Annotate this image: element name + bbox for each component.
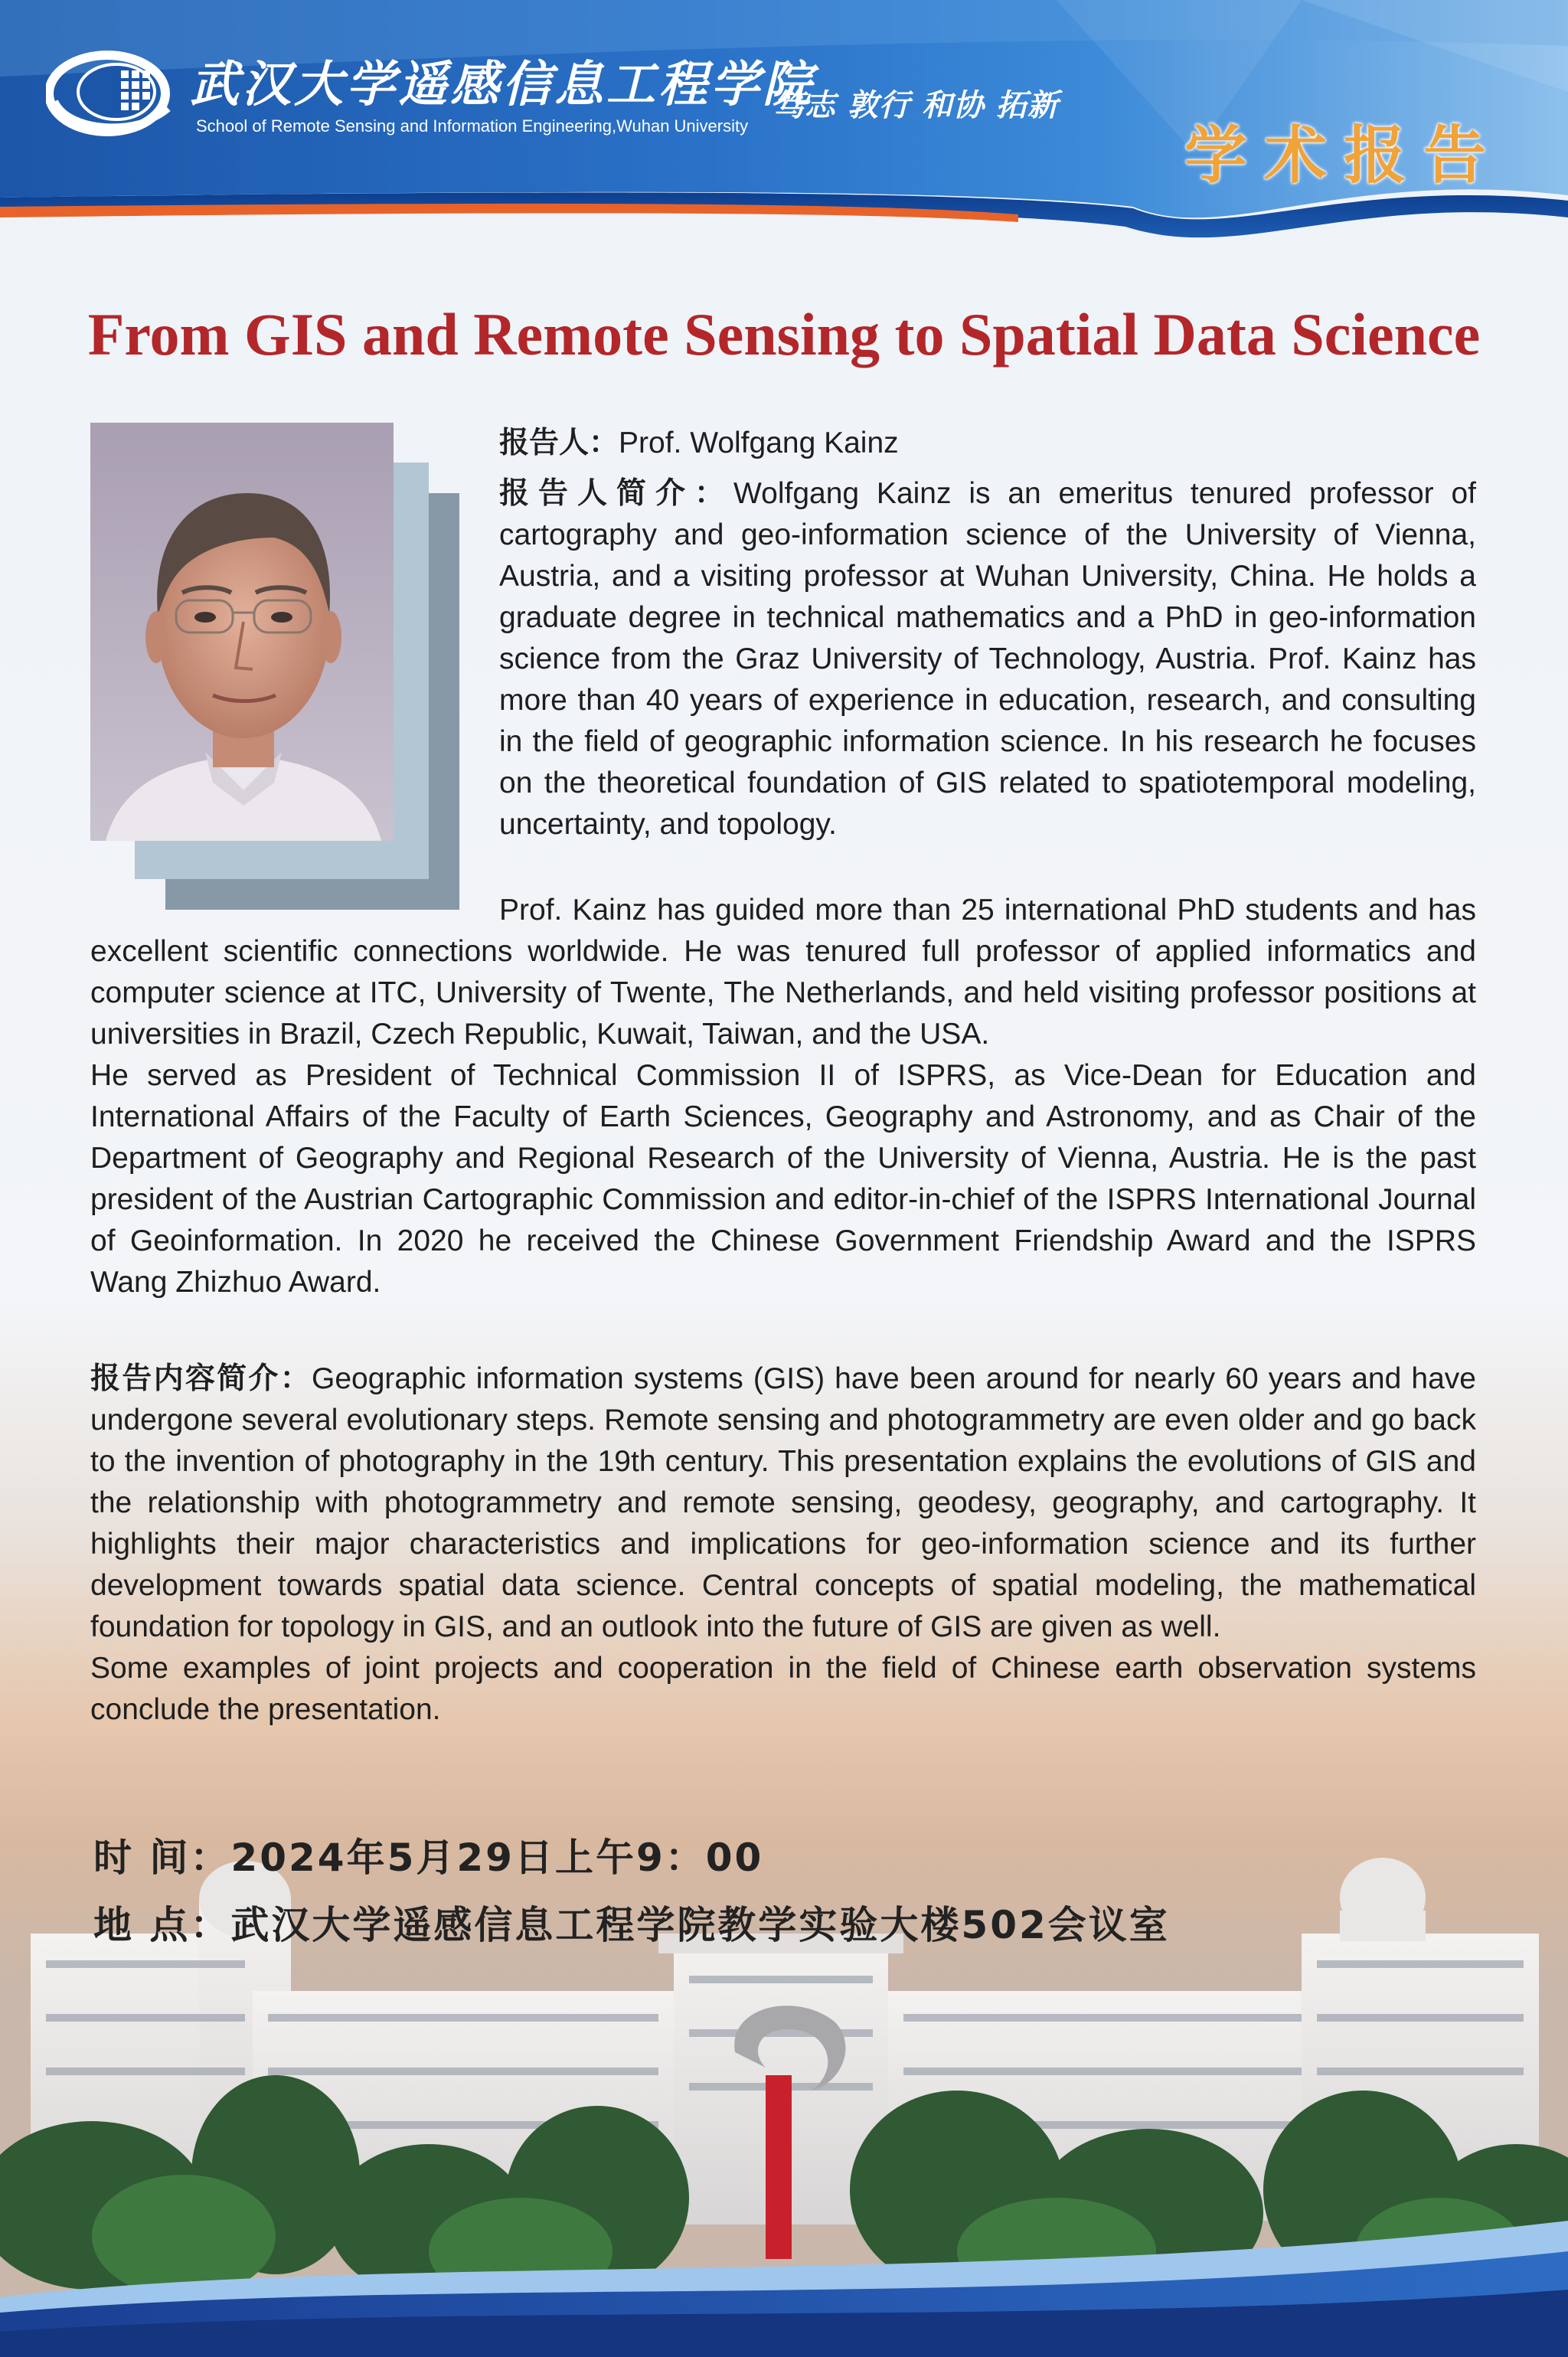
bio-paragraph-1: Wolfgang Kainz is an emeritus tenured professor of cartography and geo-information science of the University of Vienna, Austria, and a visiting professor at Wuhan University, China. He holds a graduate degree in technical mathematics and a PhD in geo-information science from the Graz University of Technology, Austria. Prof. Kainz has more than 40 years of experience in education, research, and consulting in the field of geographic information science. In his research he focuses on the theoretical foundation of GIS related to spatiotemporal modeling, uncertainty, and topology.: [499, 477, 1476, 841]
school-name-english: School of Remote Sensing and Information Engineering,Wuhan University: [196, 116, 749, 136]
speaker-bio-continued: [90, 890, 1476, 1303]
time-label: 时 间：: [93, 1836, 231, 1880]
bio-paragraph-2: Prof. Kainz has guided more than 25 international PhD students and has excellent scientific connections worldwide. He was tenured full professor of applied informatics and computer science at ITC, University of Twente, The Netherlands, and held visiting professor positions at universities in Brazil, Czech Republic, Kuwait, Taiwan, and the USA.: [90, 894, 1476, 1051]
time-value: 2024年5月29日上午9：00: [230, 1836, 764, 1880]
talk-abstract: [90, 1358, 1476, 1731]
school-name-chinese: 武汉大学遥感信息工程学院: [190, 56, 815, 113]
event-time: [93, 1827, 1472, 1882]
speaker-label: 报告人：: [499, 426, 619, 460]
talk-title: From GIS and Remote Sensing to Spatial Data Science: [87, 301, 1481, 368]
abstract-label: 报告内容简介：: [90, 1362, 312, 1396]
school-motto: 笃志 敦行 和协 拓新: [773, 88, 1059, 123]
speaker-line: [499, 423, 1476, 464]
event-place: [93, 1894, 1472, 1950]
abstract-text-1: Geographic information systems (GIS) have been around for nearly 60 years and have undergone several evolutionary steps. Remote sensing and photogrammetry are even older and go back to the invention of photography in the 19th century. This presentation explains the evolutions of GIS and the relationship with photogrammetry and remote sensing, geodesy, geography, and cartography. It highlights their major characteristics and implications for geo-information science and its further development towards spatial data science. Central concepts of spatial modeling, the mathematical foundation for topology in GIS, and an outlook into the future of GIS are given as well.: [90, 1362, 1476, 1643]
place-value: 武汉大学遥感信息工程学院教学实验大楼502会议室: [230, 1903, 1170, 1947]
speaker-photo: [90, 423, 394, 841]
abstract-paragraph-2: Some examples of joint projects and cooperation in the field of Chinese earth observation systems conclude the presentation.: [90, 1652, 1476, 1726]
academic-report-tag: 学术报告: [1184, 119, 1503, 192]
header-banner: [0, 0, 1568, 260]
abstract-paragraph-1: [90, 1358, 1476, 1648]
university-emblem-icon: [46, 47, 176, 139]
place-label: 地 点：: [93, 1903, 231, 1947]
speaker-bio-intro: [499, 473, 1476, 845]
speaker-name: Prof. Wolfgang Kainz: [619, 427, 899, 459]
speaker-photo-frame: [90, 423, 466, 913]
bio-paragraph-3: He served as President of Technical Commission II of ISPRS, as Vice-Dean for Education and International Affairs of the Faculty of Earth Sciences, Geography and Astronomy, and as Chair of the Department of Geography and Regional Research of the University of Vienna, Austria. He is the past president of the Austrian Cartographic Commission and editor-in-chief of the ISPRS International Journal of Geoinformation. In 2020 he received the Chinese Government Friendship Award and the ISPRS Wang Zhizhuo Award.: [90, 1059, 1476, 1299]
bio-label: 报告人简介：: [499, 476, 734, 511]
